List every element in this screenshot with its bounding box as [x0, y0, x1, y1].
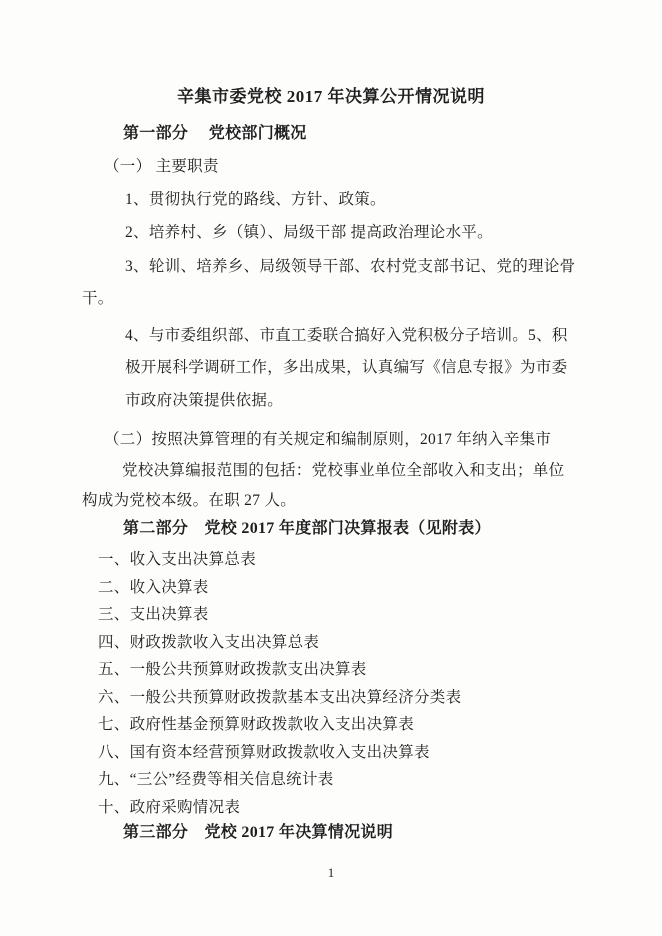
report-list-item-8: 八、国有资本经营预算财政拨款收入支出决算表	[98, 744, 430, 761]
duty-line-1: 1、贯彻执行党的路线、方针、政策。	[125, 191, 386, 208]
duty-line-3a: 3、轮训、培养乡、局级领导干部、农村党支部书记、党的理论骨	[125, 258, 576, 275]
report-list-item-1: 一、收入支出决算总表	[98, 551, 257, 568]
report-list-item-7: 七、政府性基金预算财政拨款收入支出决算表	[98, 716, 415, 733]
duty-line-4c: 市政府决策提供依据。	[125, 392, 284, 409]
part3-heading: 第三部分 党校 2017 年决算情况说明	[123, 824, 394, 841]
part2-heading: 第二部分 党校 2017 年度部门决算报表（见附表）	[123, 520, 491, 537]
duty-line-4b: 极开展科学调研工作，多出成果，认真编写《信息专报》为市委	[125, 359, 568, 376]
part1-subsection2-line-1: （二）按照决算管理的有关规定和编制原则，2017 年纳入辛集市	[104, 431, 552, 448]
part1-heading: 第一部分 党校部门概况	[123, 125, 307, 142]
report-list-item-9: 九、“三公”经费等相关信息统计表	[98, 771, 334, 788]
duty-line-4a: 4、与市委组织部、市直工委联合搞好入党积极分子培训。5、积	[125, 327, 568, 344]
report-list-item-3: 三、支出决算表	[98, 606, 209, 623]
report-list-item-4: 四、财政拨款收入支出决算总表	[98, 634, 320, 651]
part1-subsection1-heading: （一） 主要职责	[104, 158, 219, 175]
report-list-item-6: 六、一般公共预算财政拨款基本支出决算经济分类表	[98, 689, 462, 706]
report-list-item-2: 二、收入决算表	[98, 579, 209, 596]
duty-line-2: 2、培养村、乡（镇）、局级干部 提高政治理论水平。	[125, 224, 493, 241]
document-title: 辛集市委党校 2017 年决算公开情况说明	[177, 87, 485, 106]
report-list-item-5: 五、一般公共预算财政拨款支出决算表	[98, 661, 367, 678]
report-list-item-10: 十、政府采购情况表	[98, 799, 241, 816]
part1-subsection2-line-3: 构成为党校本级。在职 27 人。	[82, 492, 297, 509]
page-number: 1	[327, 865, 335, 880]
part1-subsection2-line-2: 党校决算编报范围的包括：党校事业单位全部收入和支出；单位	[122, 462, 565, 479]
duty-line-3b: 干。	[82, 290, 114, 307]
